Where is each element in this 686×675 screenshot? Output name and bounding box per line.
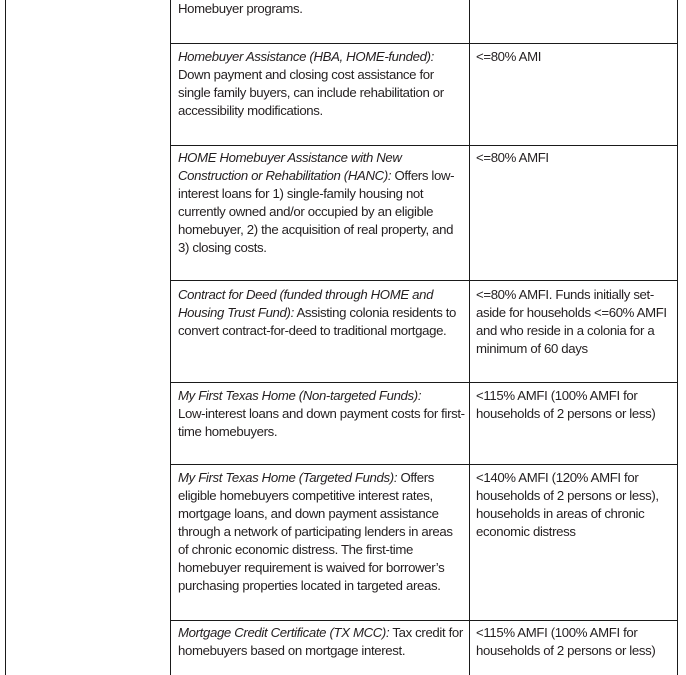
eligibility-text: <115% AMFI (100% AMFI for households of 2 persons or less) — [476, 388, 656, 421]
eligibility-cell — [476, 624, 676, 660]
program-name: My First Texas Home (Targeted Funds): — [178, 470, 398, 485]
eligibility-cell — [476, 48, 676, 66]
row-divider — [170, 464, 678, 465]
row-divider — [170, 382, 678, 383]
program-name: Mortgage Credit Certificate (TX MCC): — [178, 625, 390, 640]
row-divider — [170, 43, 678, 44]
program-name: Contract for Deed (funded through HOME and Housing Trust Fund): — [178, 287, 434, 320]
table-row — [178, 0, 466, 18]
eligibility-text: <140% AMFI (120% AMFI for households of 2 persons or less), households in areas of chronic economic distress — [476, 470, 659, 539]
description-text: Low-interest loans and down payment costs for first-time homebuyers. — [178, 406, 465, 439]
description-text: Homebuyer programs. — [178, 1, 303, 16]
row-divider — [170, 280, 678, 281]
table-row — [178, 149, 466, 257]
description-text: Offers eligible homebuyers competitive interest rates, mortgage loans, and down payment assistance through a network of participating lenders in areas of chronic economic distress. The first-time homebuyer requirement is waived for borrower’s purchasing properties located in targeted areas. — [178, 470, 453, 593]
eligibility-text: <115% AMFI (100% AMFI for households of 2 persons or less) — [476, 625, 656, 658]
table-row — [178, 469, 466, 595]
column-divider-2 — [469, 0, 470, 675]
table-row — [178, 387, 466, 441]
eligibility-cell — [476, 149, 676, 167]
description-text: Tax credit for homebuyers based on mortgage interest. — [178, 625, 463, 658]
table-left-border — [5, 0, 6, 675]
row-divider — [170, 620, 678, 621]
eligibility-cell — [476, 469, 676, 541]
eligibility-text: <=80% AMFI. Funds initially set-aside for households <=60% AMFI and who reside in a colonia for a minimum of 60 days — [476, 287, 667, 356]
table-right-border — [677, 0, 678, 675]
description-text: Offers low-interest loans for 1) single-family housing not currently owned and/or occupied by an eligible homebuyer, 2) the acquisition of real property, and 3) closing costs. — [178, 168, 455, 255]
description-text: Assisting colonia residents to convert contract-for-deed to traditional mortgage. — [178, 305, 457, 338]
eligibility-text: <=80% AMFI — [476, 150, 549, 165]
eligibility-cell — [476, 387, 676, 423]
row-divider — [170, 145, 678, 146]
table-row — [178, 48, 466, 120]
table-row — [178, 624, 466, 660]
description-text: Down payment and closing cost assistance for single family buyers, can include rehabilitation or accessibility modifications. — [178, 67, 444, 118]
eligibility-text: <=80% AMI — [476, 49, 542, 64]
program-name: HOME Homebuyer Assistance with New Construction or Rehabilitation (HANC): — [178, 150, 402, 183]
column-divider-1 — [170, 0, 171, 675]
eligibility-cell — [476, 286, 676, 358]
table-row — [178, 286, 466, 340]
program-name: Homebuyer Assistance (HBA, HOME-funded): — [178, 49, 434, 64]
program-name: My First Texas Home (Non-targeted Funds): — [178, 388, 422, 403]
